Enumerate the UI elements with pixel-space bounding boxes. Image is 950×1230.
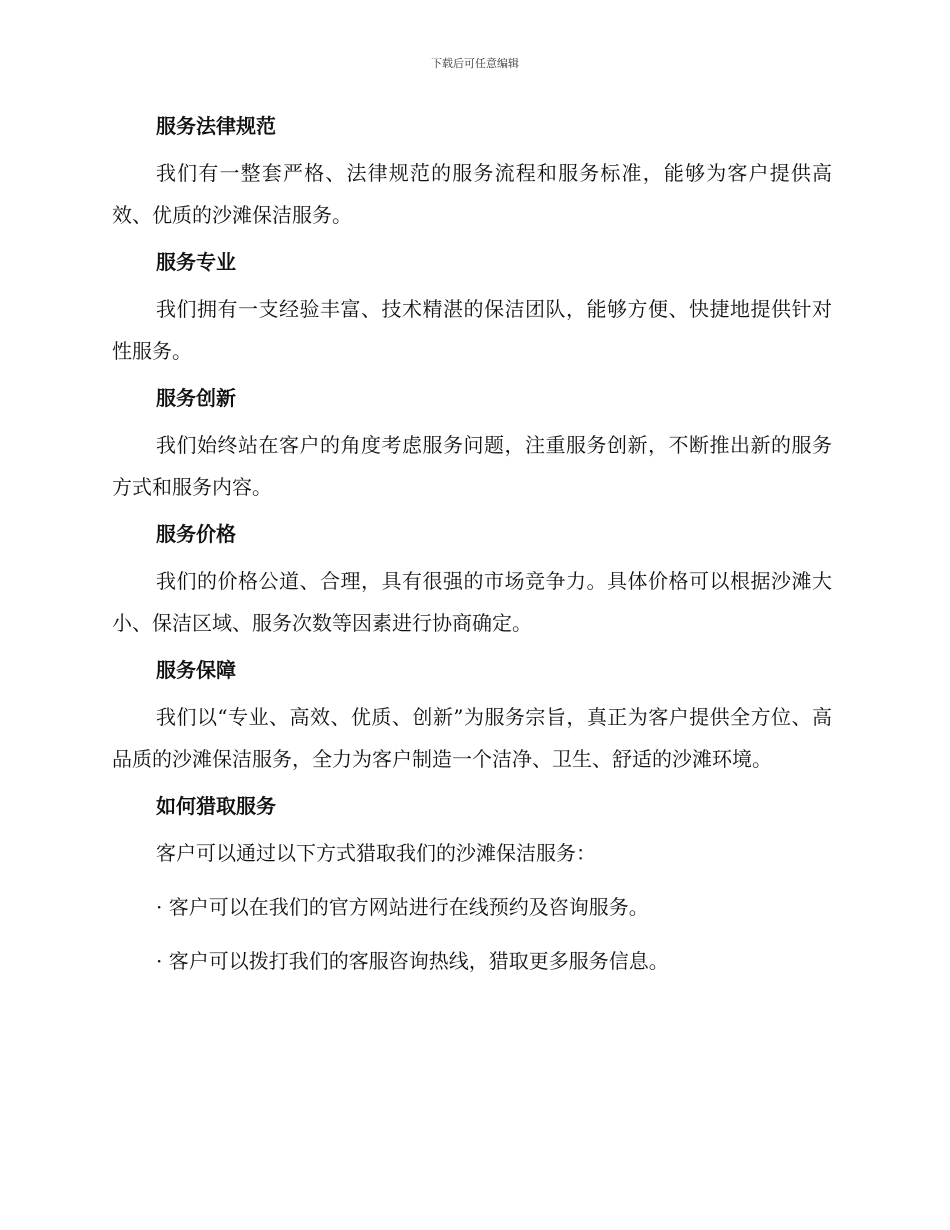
section-paragraph: 我们的价格公道、合理，具有很强的市场竞争力。具体价格可以根据沙滩大小、保洁区域、服务次数等因素进行协商确定。 bbox=[112, 569, 832, 635]
section-guarantee bbox=[112, 654, 832, 780]
section-how-to-get bbox=[112, 790, 832, 982]
section-paragraph: 我们拥有一支经验丰富、技术精湛的保洁团队，能够方便、快捷地提供针对性服务。 bbox=[112, 297, 832, 363]
document-body bbox=[112, 110, 832, 992]
bullet-item: · 客户可以在我们的官方网站进行在线预约及咨询服务。 bbox=[156, 895, 649, 919]
section-professional bbox=[112, 246, 832, 372]
section-paragraph: 客户可以通过以下方式猎取我们的沙滩保洁服务： bbox=[156, 841, 596, 865]
section-heading: 服务保障 bbox=[156, 658, 236, 682]
section-heading: 服务价格 bbox=[156, 522, 236, 546]
section-legal bbox=[112, 110, 832, 236]
section-heading: 服务创新 bbox=[156, 386, 236, 410]
section-paragraph: 我们有一整套严格、法律规范的服务流程和服务标准，能够为客户提供高效、优质的沙滩保洁服务。 bbox=[112, 161, 832, 227]
bullet-item: · 客户可以拨打我们的客服咨询热线，猎取更多服务信息。 bbox=[156, 949, 669, 973]
section-paragraph: 我们始终站在客户的角度考虑服务问题，注重服务创新，不断推出新的服务方式和服务内容。 bbox=[112, 433, 832, 499]
section-price bbox=[112, 518, 832, 644]
section-innovation bbox=[112, 382, 832, 508]
section-heading: 如何猎取服务 bbox=[156, 794, 276, 818]
section-paragraph: 我们以“专业、高效、优质、创新”为服务宗旨，真正为客户提供全方位、高品质的沙滩保洁服务，全力为客户制造一个洁净、卫生、舒适的沙滩环境。 bbox=[112, 705, 832, 771]
section-heading: 服务法律规范 bbox=[156, 114, 276, 138]
page-header: 下载后可任意编辑 bbox=[431, 57, 519, 70]
section-heading: 服务专业 bbox=[156, 250, 236, 274]
